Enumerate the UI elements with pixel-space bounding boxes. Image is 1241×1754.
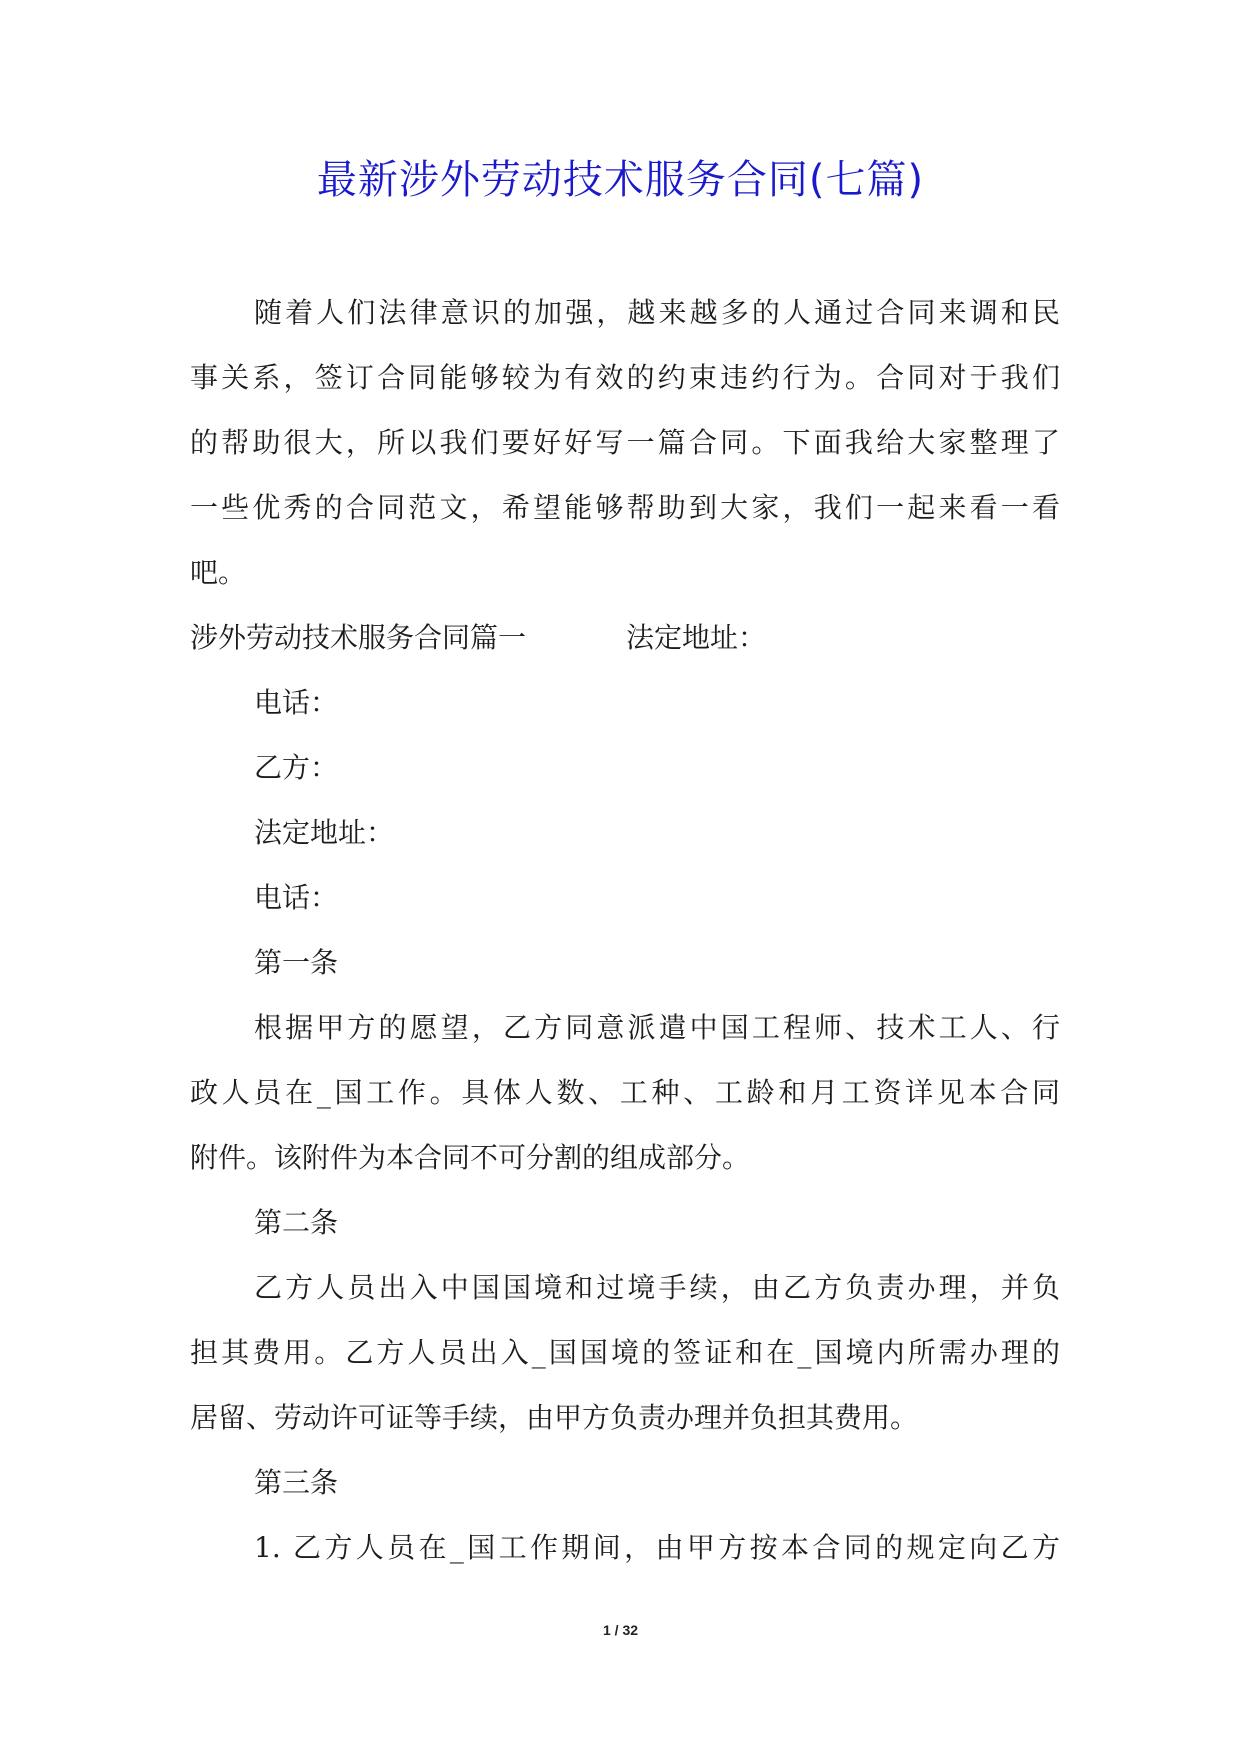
section-heading-row [190,605,1060,670]
article-3-heading: 第三条 [254,1466,339,1499]
article-3-line: 1. 乙方人员在_国工作期间，由甲方按本合同的规定向乙方 [254,1531,1060,1564]
page-number: 1 / 32 [602,1622,639,1638]
article-2-line: 担其费用。乙方人员出入_国国境的签证和在_国境内所需办理的 [190,1336,1060,1369]
article-1-line: 附件。该附件为本合同不可分割的组成部分。 [190,1141,751,1174]
intro-line: 一些优秀的合同范文，希望能够帮助到大家，我们一起来看一看 [190,491,1060,524]
article-2-line: 居留、劳动许可证等手续，由甲方负责办理并负担其费用。 [190,1401,919,1434]
article-1-line: 政人员在_国工作。具体人数、工种、工龄和月工资详见本合同 [190,1076,1060,1109]
article-1-heading: 第一条 [254,946,339,979]
intro-line: 吧。 [190,556,247,589]
intro-line: 随着人们法律意识的加强，越来越多的人通过合同来调和民 [254,296,1060,329]
article-2-line: 乙方人员出入中国国境和过境手续，由乙方负责办理，并负 [254,1271,1060,1304]
section-heading: 涉外劳动技术服务合同篇一 [190,621,527,654]
document-body [190,280,1060,1580]
intro-line: 事关系，签订合同能够较为有效的约束违约行为。合同对于我们 [190,361,1060,394]
phone-field-label: 电话： [254,881,339,914]
address-field-label: 法定地址： [254,816,395,849]
intro-line: 的帮助很大，所以我们要好好写一篇合同。下面我给大家整理了 [190,426,1060,459]
phone-field-label: 电话： [254,686,339,719]
article-2-heading: 第二条 [254,1206,339,1239]
address-field-label: 法定地址： [626,621,767,654]
document-title: 最新涉外劳动技术服务合同(七篇) [316,157,925,203]
article-1-line: 根据甲方的愿望，乙方同意派遣中国工程师、技术工人、行 [254,1011,1060,1044]
party-b-field-label: 乙方： [254,751,339,784]
